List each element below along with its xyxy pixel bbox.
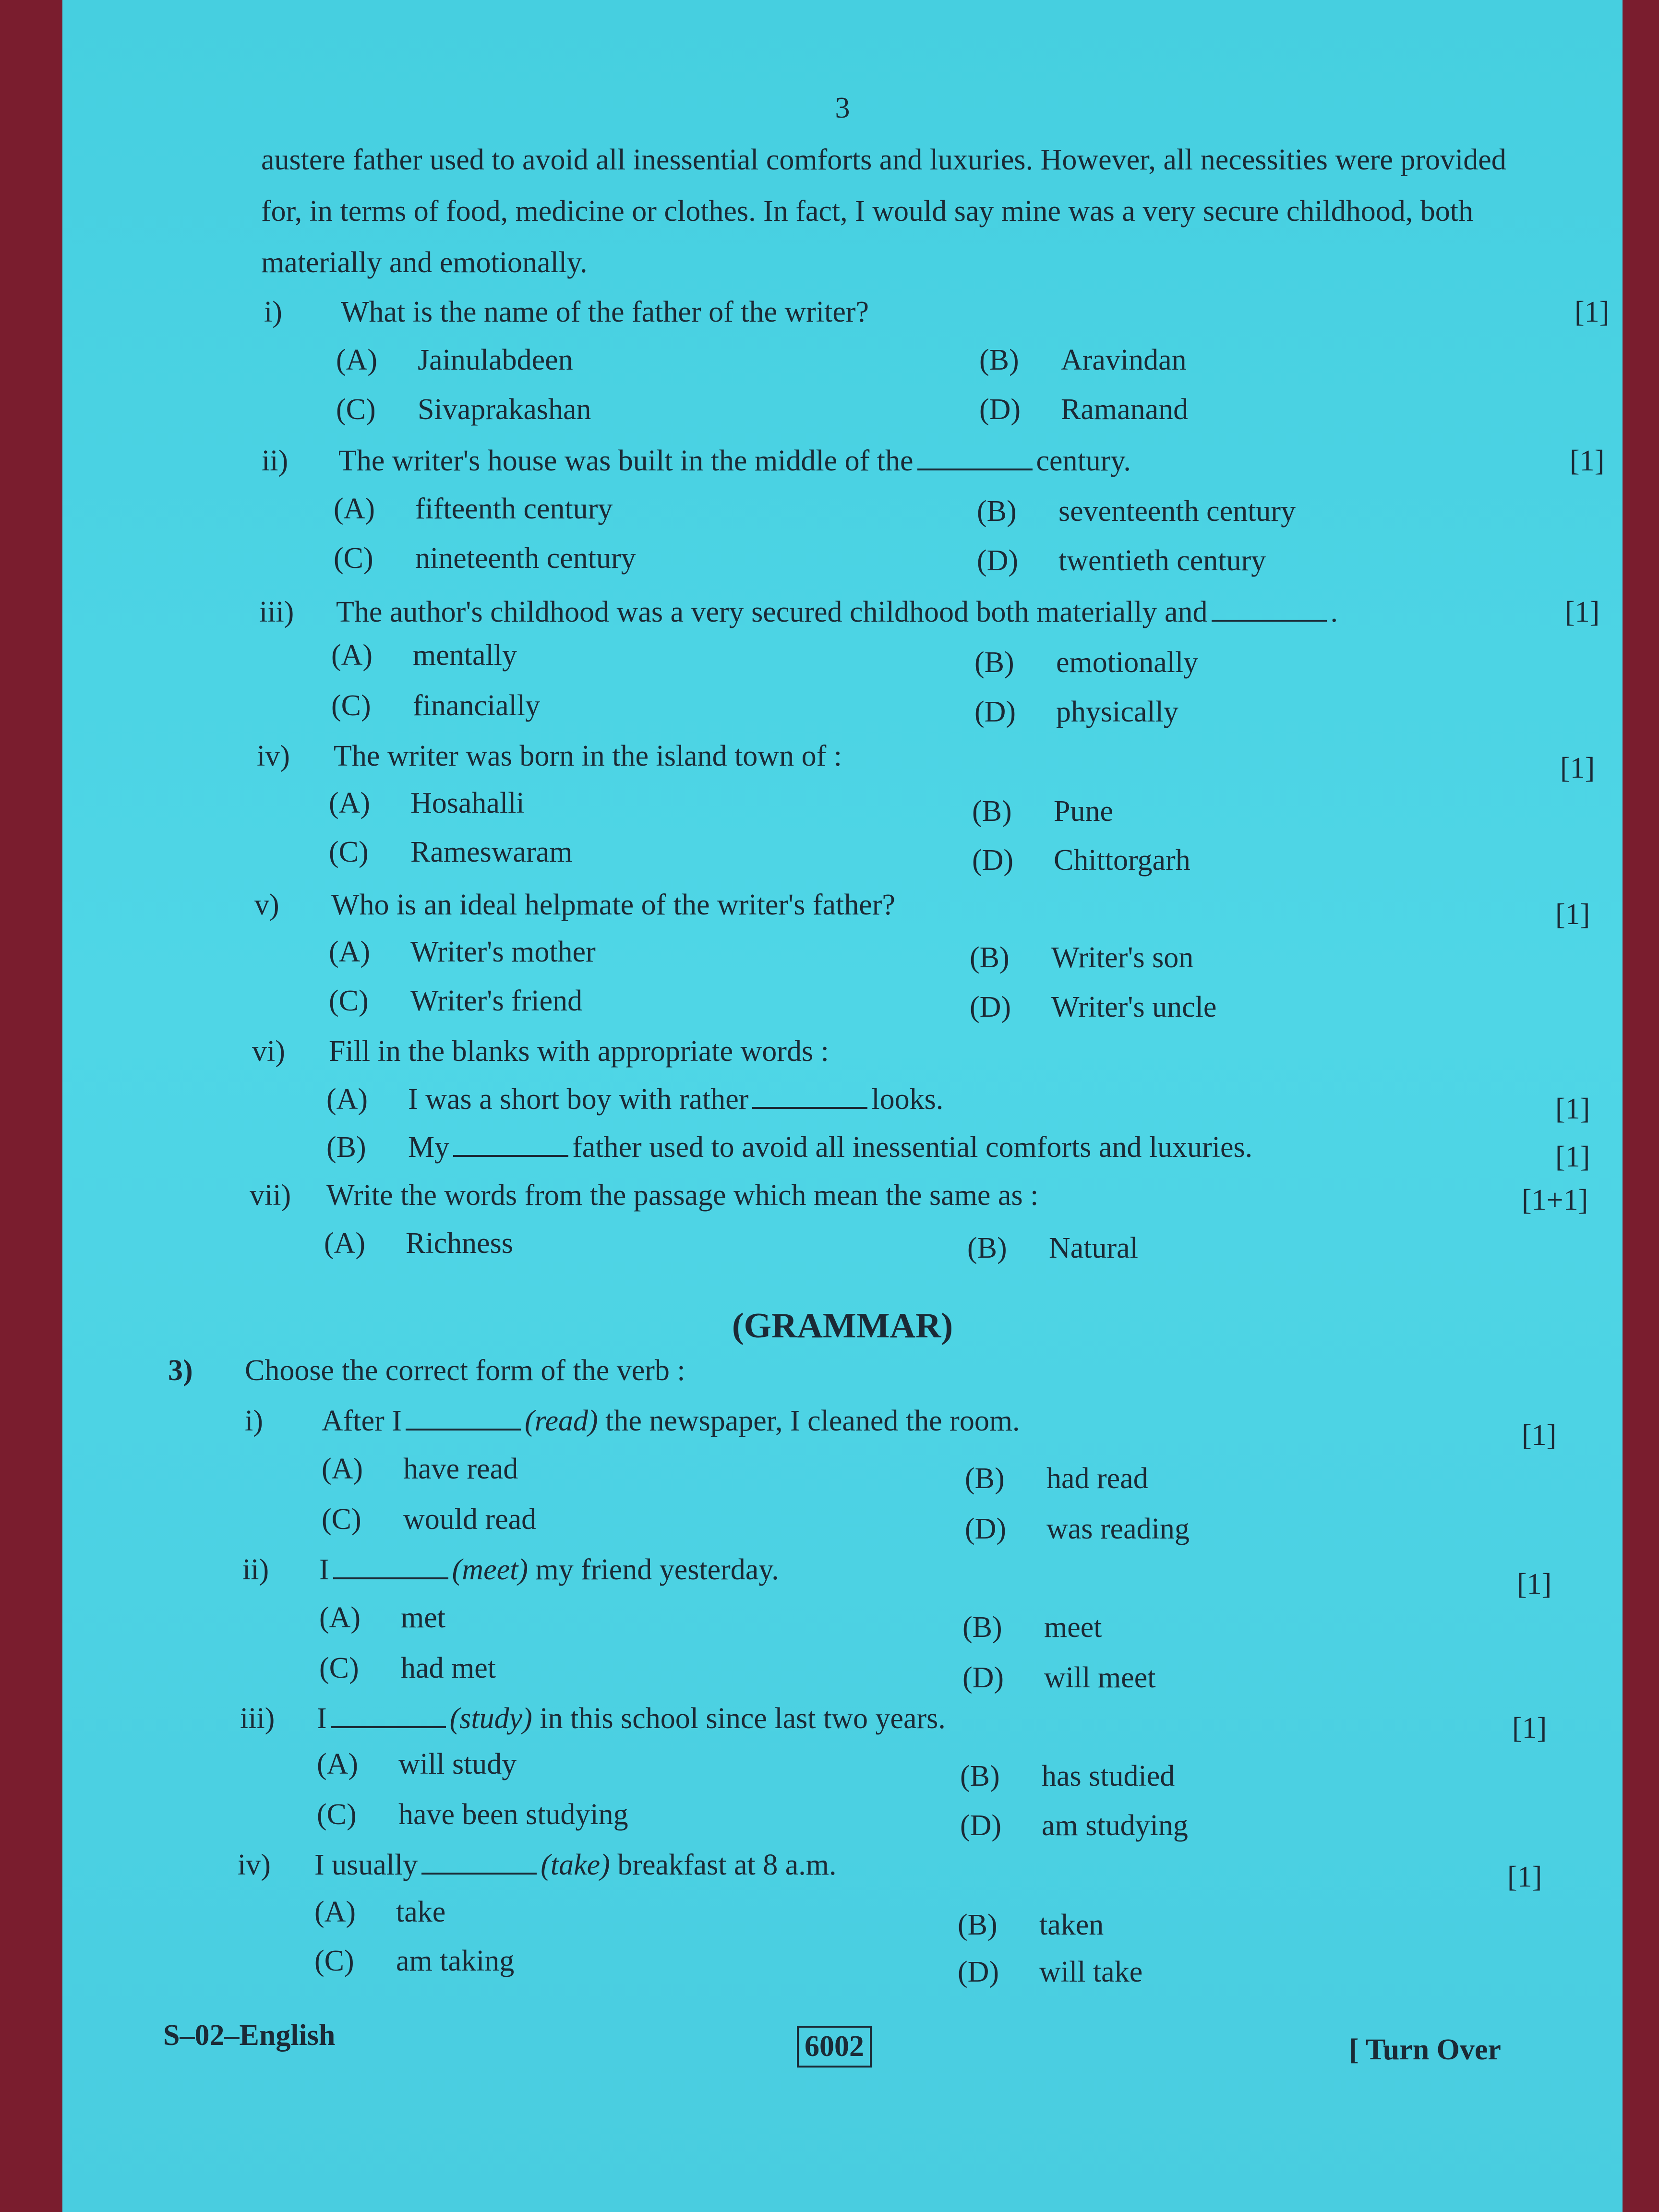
mark: [1] — [1517, 1568, 1552, 1600]
option — [960, 1759, 1175, 1793]
section-heading: (GRAMMAR) — [732, 1306, 953, 1346]
sentence-part: I — [319, 1553, 329, 1586]
option-letter: (A) — [317, 1748, 359, 1780]
option — [329, 935, 596, 969]
passage-line: for, in terms of food, medicine or clothes. In fact, I would say mine was a very secure childhood, both — [261, 195, 1474, 228]
question-number: iv) — [257, 740, 290, 772]
option-text: nineteenth century — [415, 542, 636, 575]
option-letter: (A) — [326, 1083, 368, 1116]
option — [319, 1651, 496, 1685]
question-text: What is the name of the father of the writer? — [341, 296, 869, 328]
option-letter: (B) — [972, 795, 1012, 828]
option-letter: (A) — [324, 1227, 366, 1260]
verb-hint: (study) — [449, 1702, 532, 1735]
option-letter: (A) — [319, 1601, 361, 1634]
mark: [1] — [1560, 752, 1595, 784]
sentence-part: father used to avoid all inessential comforts and luxuries. — [572, 1131, 1253, 1164]
blank — [333, 1553, 448, 1579]
option-text: fifteenth century — [415, 493, 613, 525]
blank — [453, 1131, 568, 1157]
option — [331, 638, 517, 673]
option-letter: (C) — [336, 393, 376, 426]
option — [962, 1661, 1155, 1695]
option-letter: (B) — [326, 1131, 366, 1164]
paper-code: S–02–English — [163, 2019, 336, 2052]
exam-page — [62, 0, 1623, 2212]
option-letter: (C) — [329, 836, 369, 868]
option — [336, 393, 591, 427]
option-letter: (A) — [329, 787, 371, 819]
passage-line: materially and emotionally. — [261, 246, 588, 279]
mark: [1] — [1565, 596, 1600, 628]
option — [979, 343, 1187, 377]
question-text-part: The author's childhood was a very secured childhood both materially and — [336, 596, 1208, 628]
option-text: Rameswaram — [410, 836, 573, 868]
option-letter: (C) — [317, 1798, 357, 1831]
option-letter: (B) — [962, 1611, 1002, 1644]
option-text: mentally — [413, 639, 517, 672]
option — [977, 544, 1266, 578]
option-text: seventeenth century — [1058, 495, 1296, 528]
fill-blank-b — [326, 1130, 1603, 1173]
question-text: Fill in the blanks with appropriate words : — [329, 1035, 829, 1068]
option-letter: (C) — [331, 689, 371, 722]
option-text: have read — [403, 1453, 518, 1485]
option-letter: (D) — [960, 1809, 1002, 1842]
option-text: will meet — [1044, 1661, 1156, 1694]
option-letter: (B) — [977, 495, 1017, 528]
option-text: take — [396, 1896, 446, 1928]
option — [317, 1747, 517, 1781]
question-number: 3) — [168, 1354, 193, 1387]
passage — [261, 134, 1615, 289]
blank — [421, 1849, 537, 1875]
question-number: ii) — [262, 445, 289, 477]
sentence-part: breakfast at 8 a.m. — [617, 1849, 837, 1881]
verb-hint: (take) — [541, 1849, 610, 1881]
option-letter: (D) — [958, 1956, 999, 1988]
option-letter: (D) — [979, 393, 1021, 426]
mark: [1] — [1507, 1861, 1542, 1893]
option-text: Chittorgarh — [1054, 844, 1190, 877]
question-text — [338, 444, 1131, 478]
option — [958, 1955, 1142, 1989]
option — [314, 1944, 514, 1978]
option-text: will study — [398, 1748, 517, 1780]
sentence-part: the newspaper, I cleaned the room. — [605, 1405, 1020, 1437]
option-text: meet — [1044, 1611, 1102, 1644]
option — [958, 1908, 1104, 1942]
option-text: Writer's friend — [410, 985, 583, 1017]
option — [972, 794, 1113, 829]
option-text: has studied — [1042, 1760, 1175, 1792]
question-number: iii) — [259, 596, 294, 628]
option-text: financially — [413, 689, 541, 722]
option — [324, 1226, 513, 1261]
option-letter: (A) — [334, 493, 375, 525]
question-number: vii) — [250, 1179, 291, 1212]
option — [329, 786, 525, 820]
option-text: am taking — [396, 1945, 515, 1977]
verb-hint: (read) — [524, 1405, 598, 1437]
option — [314, 1895, 445, 1929]
option-letter: (A) — [331, 639, 373, 672]
question-text: The writer was born in the island town of : — [334, 740, 842, 772]
option-letter: (B) — [974, 646, 1014, 679]
question-number: ii) — [242, 1553, 269, 1586]
option — [317, 1798, 628, 1832]
question-number: iii) — [240, 1702, 275, 1735]
option-letter: (B) — [967, 1232, 1007, 1264]
option — [970, 990, 1216, 1024]
blank — [1212, 596, 1327, 622]
option — [979, 393, 1188, 427]
sentence-part: My — [408, 1131, 450, 1164]
option-letter: (C) — [322, 1503, 361, 1536]
question-text: Choose the correct form of the verb : — [245, 1354, 685, 1387]
option — [962, 1611, 1102, 1645]
option-letter: (C) — [329, 985, 369, 1017]
option-letter: (D) — [965, 1513, 1007, 1545]
option — [974, 646, 1198, 680]
question-number: i) — [245, 1405, 263, 1437]
option — [322, 1452, 518, 1486]
option-letter: (D) — [974, 696, 1016, 728]
option-text: would read — [403, 1503, 537, 1536]
option — [319, 1601, 445, 1635]
option — [334, 492, 613, 526]
option — [329, 835, 572, 869]
option-letter: (B) — [979, 344, 1019, 376]
option — [977, 494, 1296, 529]
mark: [1+1] — [1522, 1184, 1588, 1216]
option-text: emotionally — [1056, 646, 1199, 679]
question-number: iv) — [238, 1849, 271, 1881]
option — [972, 843, 1190, 878]
fill-blank-a — [326, 1082, 1603, 1125]
option — [336, 343, 573, 377]
option — [970, 941, 1193, 975]
option-text: Ramanand — [1061, 393, 1189, 426]
option-letter: (C) — [319, 1652, 359, 1684]
option-text: Sivaprakashan — [418, 393, 591, 426]
sentence-part: in this school since last two years. — [540, 1702, 946, 1735]
blank — [331, 1702, 446, 1728]
blank — [917, 445, 1033, 470]
option-text: Aravindan — [1061, 344, 1187, 376]
option-text: Richness — [406, 1227, 513, 1260]
option — [322, 1503, 536, 1537]
blank — [752, 1083, 867, 1109]
question-number: v) — [254, 889, 279, 921]
option — [965, 1462, 1148, 1496]
option-text: Hosahalli — [410, 787, 525, 819]
question-text-part: The writer's house was built in the middle of the — [338, 445, 914, 477]
option-letter: (A) — [336, 344, 378, 376]
sentence-part: looks. — [871, 1083, 944, 1116]
sentence-part: I usually — [314, 1849, 418, 1881]
option-letter: (B) — [965, 1462, 1005, 1495]
option — [329, 984, 582, 1018]
question-text — [317, 1702, 946, 1736]
option-text: twentieth century — [1058, 544, 1266, 577]
mark: [1] — [1555, 1093, 1590, 1125]
option-letter: (A) — [329, 936, 371, 968]
option-text: have been studying — [398, 1798, 628, 1831]
option — [967, 1231, 1138, 1265]
option-letter: (C) — [314, 1945, 354, 1977]
option-letter: (B) — [960, 1760, 1000, 1792]
option-text: physically — [1056, 696, 1178, 728]
sentence-part: After I — [322, 1405, 402, 1437]
sentence-part: my friend yesterday. — [535, 1553, 779, 1586]
paper-number-box: 6002 — [797, 2026, 872, 2068]
option-text: met — [401, 1601, 445, 1634]
option-text: Natural — [1049, 1232, 1138, 1264]
question-text-part: . — [1330, 596, 1338, 628]
option-letter: (D) — [977, 544, 1019, 577]
mark: [1] — [1555, 1141, 1590, 1173]
mark: [1] — [1575, 296, 1610, 328]
option-text: Pune — [1054, 795, 1113, 828]
option-text: Writer's mother — [410, 936, 596, 968]
question-text — [322, 1404, 1020, 1438]
turn-over-label: [ Turn Over — [1349, 2033, 1501, 2066]
mark: [1] — [1512, 1712, 1547, 1744]
option-letter: (D) — [972, 844, 1014, 877]
option — [965, 1512, 1190, 1546]
verb-hint: (meet) — [452, 1553, 528, 1586]
option-letter: (B) — [970, 941, 1010, 974]
option-text: had read — [1046, 1462, 1148, 1495]
option-letter: (D) — [970, 991, 1011, 1023]
option-letter: (A) — [314, 1896, 356, 1928]
sentence-part: I was a short boy with rather — [408, 1083, 749, 1116]
option-text: will take — [1039, 1956, 1143, 1988]
option — [974, 695, 1178, 729]
option-letter: (C) — [334, 542, 373, 575]
option-text: had met — [401, 1652, 496, 1684]
question-number: i) — [264, 296, 282, 328]
mark: [1] — [1522, 1419, 1557, 1452]
option-text: am studying — [1042, 1809, 1188, 1842]
question-number: vi) — [252, 1035, 285, 1068]
question-text-part: century. — [1036, 445, 1131, 477]
mark: [1] — [1555, 898, 1590, 931]
question-text — [319, 1553, 779, 1587]
option-text: Writer's uncle — [1051, 991, 1217, 1023]
option — [334, 541, 636, 576]
option-letter: (D) — [962, 1661, 1004, 1694]
option — [331, 689, 540, 723]
option-text: Writer's son — [1051, 941, 1194, 974]
question-text — [336, 595, 1338, 629]
option-text: Jainulabdeen — [418, 344, 573, 376]
blank — [406, 1405, 521, 1431]
page-number: 3 — [835, 92, 850, 124]
question-text — [314, 1848, 837, 1882]
option-text: was reading — [1046, 1513, 1190, 1545]
question-text: Who is an ideal helpmate of the writer's father? — [331, 889, 895, 921]
option-letter: (B) — [958, 1909, 998, 1941]
mark: [1] — [1570, 445, 1605, 477]
passage-line: austere father used to avoid all inessential comforts and luxuries. However, all necessities were provided — [261, 144, 1506, 176]
question-text: Write the words from the passage which mean the same as : — [326, 1179, 1039, 1212]
option-letter: (A) — [322, 1453, 363, 1485]
option-text: taken — [1039, 1909, 1104, 1941]
option — [960, 1809, 1188, 1843]
sentence-part: I — [317, 1702, 327, 1735]
